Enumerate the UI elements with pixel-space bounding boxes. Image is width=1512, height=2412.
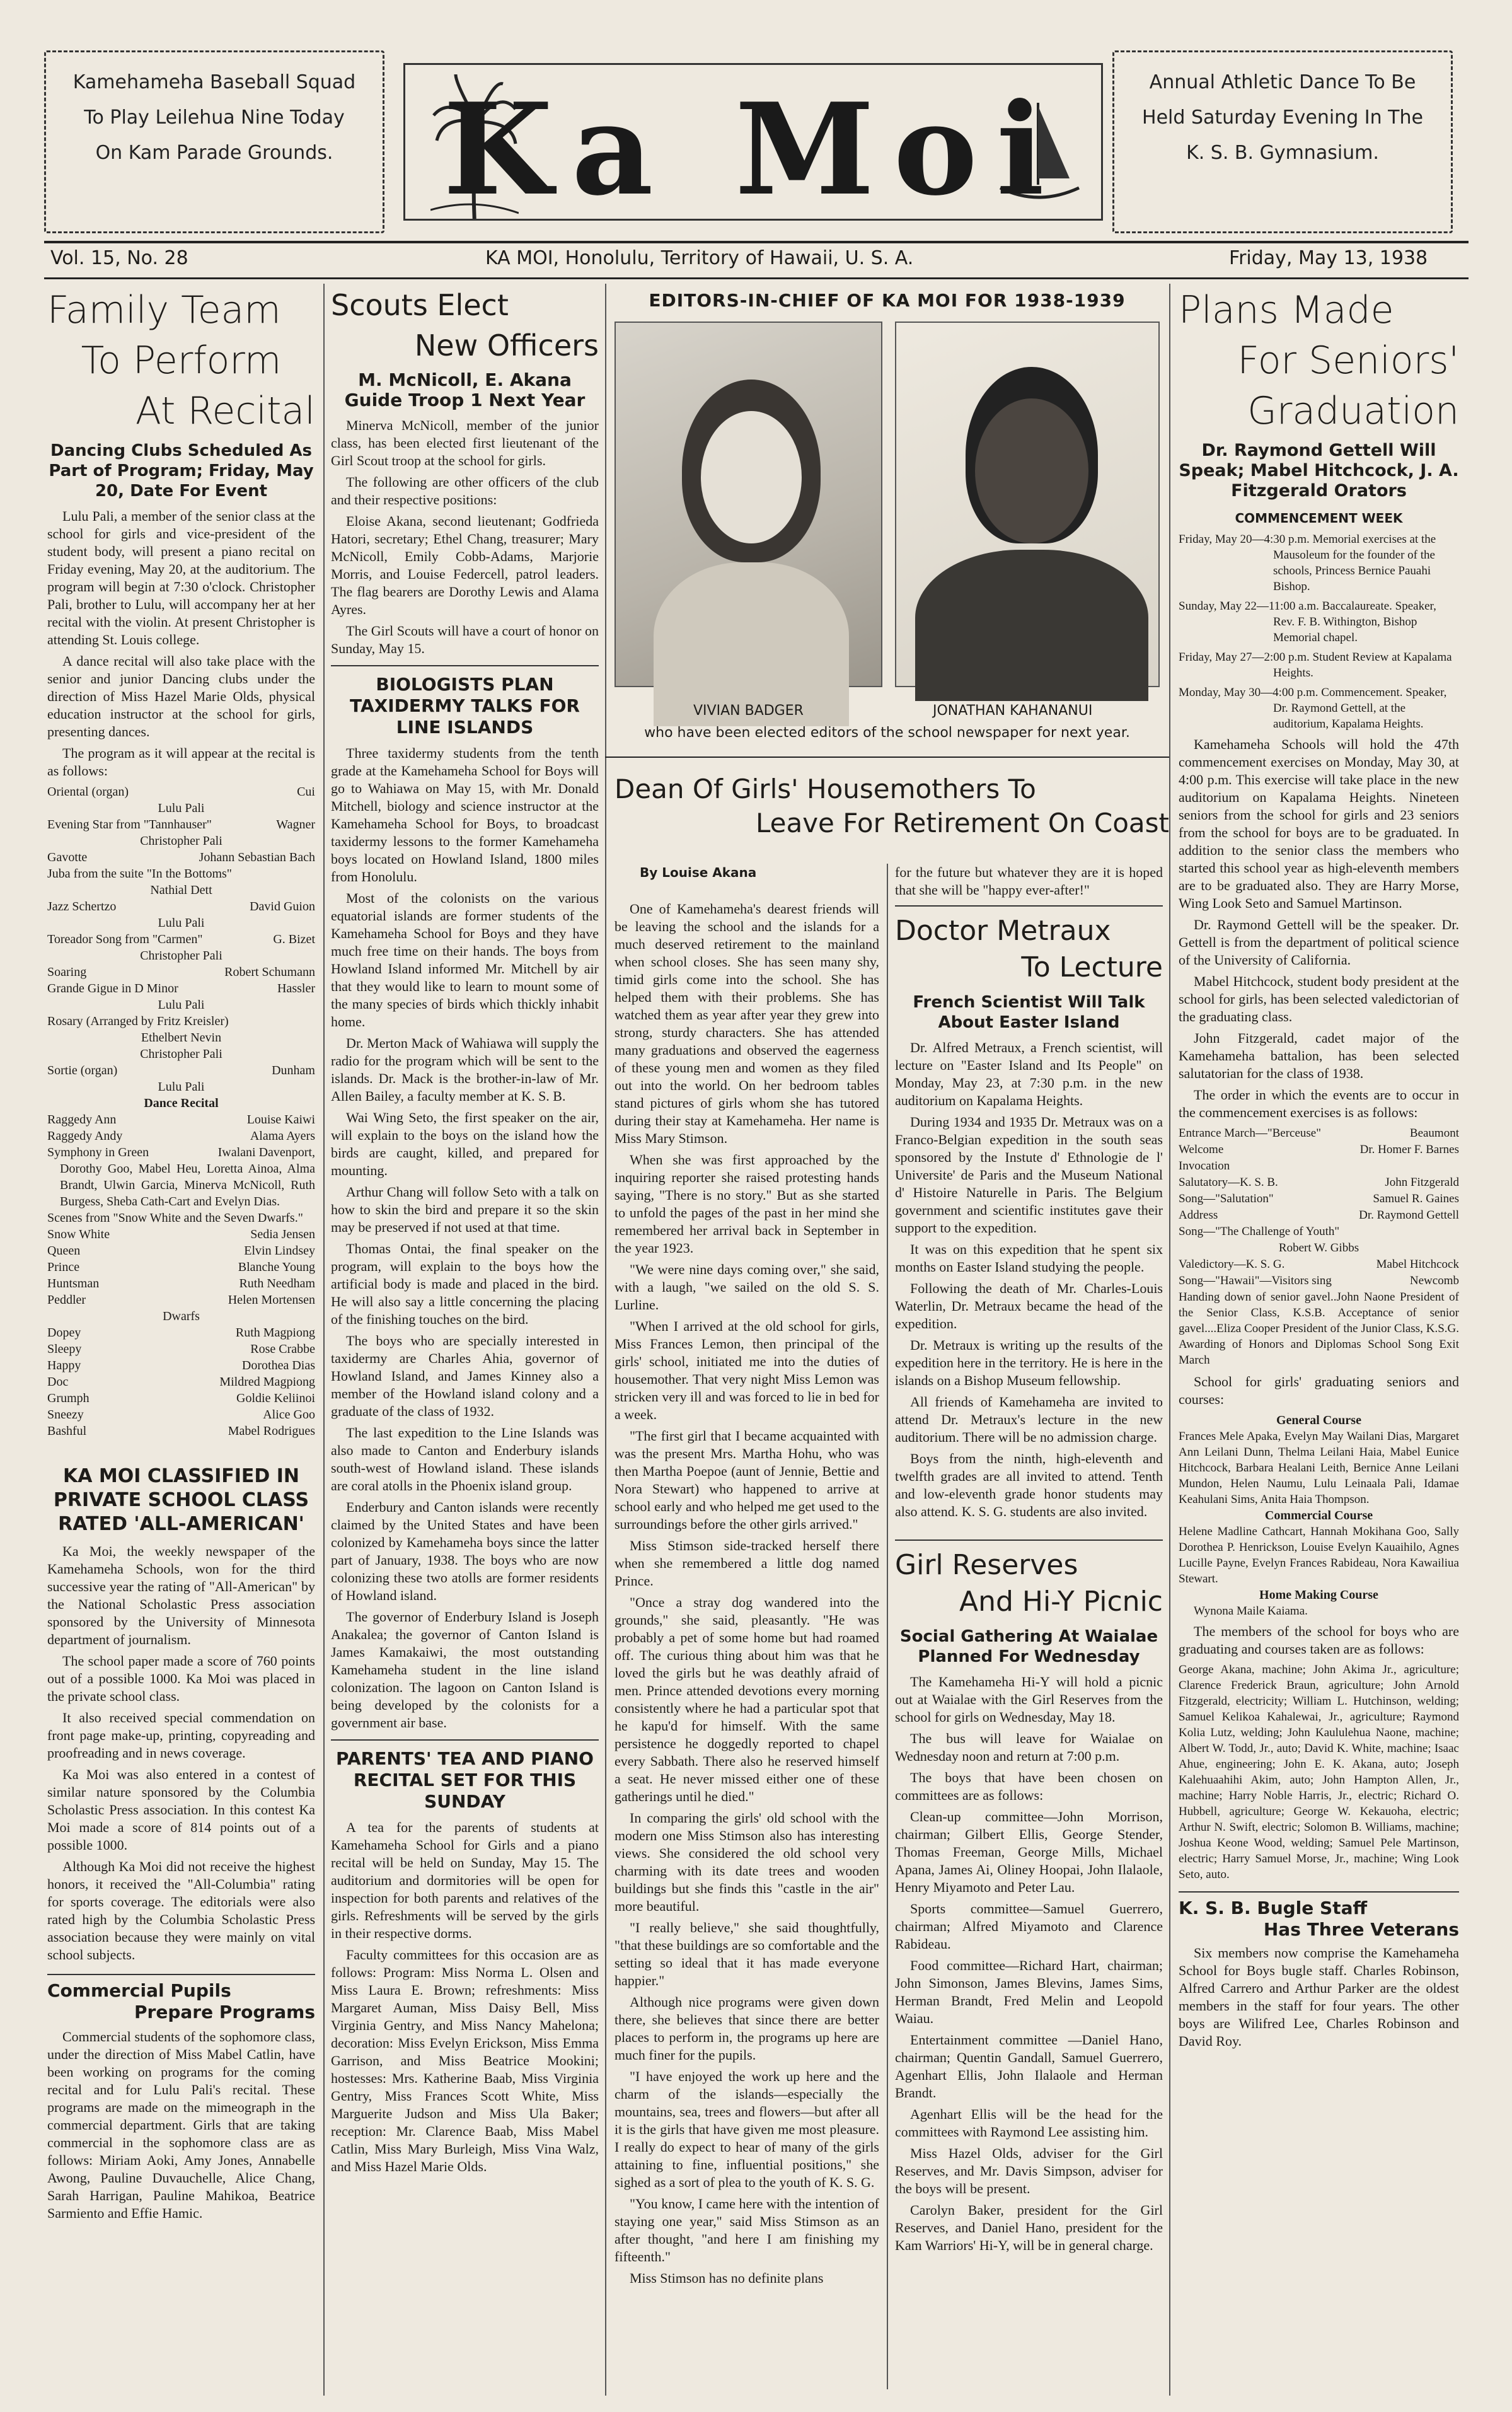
metraux-subhead: French Scientist Will Talk About Easter Island	[913, 993, 1145, 1032]
courses-intro: School for girls' graduating seniors and courses:	[1179, 1374, 1459, 1407]
dwarf-item-title: Bashful	[47, 1424, 87, 1438]
editors-headline: EDITORS-IN-CHIEF OF KA MOI FOR 1938-1939	[649, 290, 1126, 311]
plans-para-4: John Fitzgerald, cadet major of the Kamehameha battalion, has been selected salutatorian for the class of 1938.	[1179, 1030, 1459, 1081]
reserves-para-5: Sports committee—Samuel Guerrero, chairman; Alfred Miyamoto and Clarence Rabideau.	[895, 1901, 1163, 1952]
dwarf-item-performer: Dorothea Dias	[241, 1359, 315, 1372]
order-item-title: Invocation	[1179, 1159, 1230, 1173]
cast-item-title: Queen	[47, 1244, 81, 1258]
home-making-text: Wynona Maile Kaiama.	[1194, 1604, 1308, 1618]
commencement-order	[1179, 1125, 1459, 1289]
dwarf-item-title: Sneezy	[47, 1408, 84, 1422]
reserves-para-7: Entertainment committee —Daniel Hano, chairman; Quentin Gandall, Samuel Guerrero, Agenhart Ellis, John Ilalaole and Herman Brandt.	[895, 2032, 1163, 2101]
program-item	[47, 784, 315, 800]
masthead-logo	[403, 63, 1103, 221]
dean-para-13: Miss Stimson has no definite plans	[630, 2270, 824, 2286]
week-entry: Friday, May 27—2:00 p.m. Student Review at Kapalama Heights.	[1179, 651, 1452, 680]
order-item	[1179, 1273, 1459, 1289]
dean-para-8: In comparing the girls' old school with the modern one Miss Stimson also has interesting views. She considered the old school very charming with its date trees and wooden buildings but she finds this "castle in the air" more beautiful.	[615, 1810, 879, 1914]
program-item-title: Oriental (organ)	[47, 785, 129, 799]
reserves-headline-line-1: Girl Reserves	[895, 1549, 1078, 1581]
parents-tea-headline: PARENTS' TEA AND PIANO RECITAL SET FOR THIS SUNDAY	[336, 1748, 594, 1812]
tea-para-2: Faculty committees for this occasion are as follows: Program: Miss Norma L. Olsen and Miss Laura E. Brown; refreshments: Miss Margaret Auman, Miss Daisy Bell, Miss Virginia Gentry, and Miss Nancy Mahelona; decoration: Miss Evelyn Erickson, Miss Emma Garrison, and Miss Beatrice Mookini; hostesses: Mrs. Katherine Baab, Miss Virginia Gentry, Miss Frances Scott White, Miss Marguerite Judson and Miss Ula Baker; reception: Mr. Clarence Baab, Miss Mabel Catlin, Miss Mary Burleigh, Miss Vina Walz, and Miss Hazel Marie Olds.	[331, 1947, 599, 2174]
program-item-performer: Nathial Dett	[150, 883, 212, 897]
program-item-title: Evening Star from "Tannhauser"	[47, 818, 212, 832]
order-item	[1179, 1174, 1459, 1191]
dance-recital-title: Dance Recital	[144, 1096, 219, 1110]
dwarf-item	[47, 1423, 315, 1439]
metraux-para-4: Following the death of Mr. Charles-Louis Waterlin, Dr. Metraux became the head of the expedition.	[895, 1280, 1163, 1331]
dwarf-item	[47, 1374, 315, 1390]
right-ear-box	[1112, 50, 1453, 233]
order-item-performer: John Fitzgerald	[1385, 1176, 1459, 1189]
column-1	[47, 287, 315, 2226]
photo-divider	[605, 757, 1169, 758]
dwarf-item-performer: Mildred Magpiong	[219, 1375, 315, 1389]
cast-item	[47, 1243, 315, 1259]
dean-para-3: "We were nine days coming over," she said, with a laugh, "we sailed on the old S. S. Lurline.	[615, 1261, 879, 1313]
general-course-text: Frances Mele Apaka, Evelyn May Wailani Dias, Margaret Ann Leilani Dunn, Thelma Leilani Haia, Mabel Eunice Hitchcock, Barbara Healani Leith, Bernice Anne Leilani Mundon, Helen Naumu, Lulu Leinaala Pali, Idamae Keahulani Sims, Anita Haia Thompson.	[1179, 1430, 1459, 1506]
order-item-title: Salutatory—K. S. B.	[1179, 1176, 1278, 1189]
dance-item-performer: Alama Ayers	[250, 1129, 315, 1143]
home-making-title: Home Making Course	[1259, 1588, 1378, 1602]
program-item-title: Toreador Song from "Carmen"	[47, 932, 203, 946]
bio-para-7: The boys who are specially interested in taxidermy are Charles Ahia, governor of Howland Island, and James Kinney also a member of the Howland island colony and a graduate of the class of 1932.	[331, 1333, 599, 1419]
cast-item-title: Huntsman	[47, 1277, 100, 1290]
order-item-performer: Dr. Homer F. Barnes	[1359, 1143, 1459, 1156]
snow-white-cast	[47, 1226, 315, 1308]
dwarf-item-performer: Rose Crabbe	[250, 1342, 315, 1356]
program-item-performer: Cui	[297, 785, 315, 799]
jonathan-kahananui-photo	[895, 322, 1160, 687]
program-item-title: Jazz Schertzo	[47, 900, 117, 913]
column-rule-3	[1169, 284, 1170, 2396]
commercial-para-1: Commercial students of the sophomore class, under the direction of Miss Mabel Catlin, have been working on programs for the coming recital and for Lulu Pali's recital. These programs are made on the mimeograph in the commercial department. Girls that are taking commercial in the sophomore class are as follows: Miriam Aoki, Amy Jones, Annabelle Awong, Pauline Duvauchelle, Alice Chang, Sarah Harrigan, Pauline Mahikoa, Beatrice Sarmiento and Effie Hamic.	[47, 2029, 315, 2221]
program-item	[47, 1013, 315, 1029]
tea-divider	[331, 1739, 599, 1741]
program-item-performer: Ethelbert Nevin	[141, 1031, 222, 1045]
snow-white-title: Scenes from "Snow White and the Seven Dwarfs."	[47, 1211, 303, 1225]
order-item	[1179, 1256, 1459, 1273]
program-item	[47, 800, 315, 816]
week-entry: Monday, May 30—4:00 p.m. Commencement. Speaker, Dr. Raymond Gettell, at the auditorium, Kapalama Heights.	[1179, 686, 1447, 731]
family-para-1: Lulu Pali, a member of the senior class at the school for girls and vice-president of the student body, will present a piano recital on Friday evening, May 20, at the auditorium. The program will begin at 7:30 o'clock. Christopher Pali, brother to Lulu, will accompany her at her recital with the violin. At present Christopher is attending St. Louis college.	[47, 508, 315, 647]
caption-name-right: JONATHAN KAHANANUI	[933, 703, 1093, 719]
program-item-performer: Christopher Pali	[140, 1047, 222, 1061]
scouts-para-2: The following are other officers of the club and their respective positions:	[331, 474, 599, 507]
classified-para-3: It also received special commendation on front page make-up, printing, copyreading and proofreading and in news coverage.	[47, 1710, 315, 1761]
column-rule-1	[323, 284, 325, 2396]
cast-item-performer: Ruth Needham	[239, 1277, 315, 1290]
program-item-performer: Dunham	[272, 1064, 315, 1077]
cast-item	[47, 1259, 315, 1275]
dean-headline-line-1: Dean Of Girls' Housemothers To	[615, 774, 1036, 804]
metraux-para-5: Dr. Metraux is writing up the results of the expedition here in the territory. He is here in the islands on a Bishop Museum fellowship.	[895, 1337, 1163, 1388]
cast-item-performer: Elvin Lindsey	[244, 1244, 315, 1258]
reserves-headline-line-2: And Hi-Y Picnic	[959, 1586, 1163, 1618]
caption-name-left: VIVIAN BADGER	[693, 703, 804, 719]
dance-text: Dorothy Goo, Mabel Heu, Loretta Ainoa, Alma Brandt, Ulwin Garcia, Minerva McNicoll, Ruth Burgess, Sheba Cath-Cart and Evelyn Dias.	[60, 1162, 315, 1209]
scouts-subhead: M. McNicoll, E. Akana Guide Troop 1 Next Year	[344, 369, 586, 410]
commercial-course-title: Commercial Course	[1264, 1509, 1373, 1522]
dance-item	[47, 1128, 315, 1144]
cast-item	[47, 1292, 315, 1308]
dwarf-item-performer: Mabel Rodrigues	[228, 1424, 315, 1438]
dean-para-6: Miss Stimson side-tracked herself there when she remembered a little dog named Prince.	[615, 1538, 879, 1589]
program-item-title: Soaring	[47, 965, 87, 979]
reserves-para-2: The bus will leave for Waialae on Wednesday noon and return at 7:00 p.m.	[895, 1731, 1163, 1764]
dwarfs-cast	[47, 1325, 315, 1439]
right-ear-text: Annual Athletic Dance To Be Held Saturday Evening In The K. S. B. Gymnasium.	[1142, 71, 1423, 164]
metraux-para-7: Boys from the ninth, high-eleventh and twelfth grades are all invited to attend. Tenth and low-eleventh grade honor students may also attend. K. S. G. students are also invited.	[895, 1451, 1163, 1519]
metraux-column	[895, 864, 1163, 2258]
order-item-performer: Robert W. Gibbs	[1278, 1241, 1359, 1255]
program-item-title: Juba from the suite "In the Bottoms"	[47, 867, 232, 881]
dance-item-title: Symphony in Green	[47, 1145, 149, 1159]
dwarf-item-title: Doc	[47, 1375, 69, 1389]
bio-divider	[331, 665, 599, 666]
column-rule-2	[605, 284, 606, 2396]
dance-item	[47, 1111, 315, 1128]
boys-list: George Akana, machine; John Akima Jr., agriculture; Clarence Frederick Braun, agriculture; John Arnold Fitzgerald, electricity; William L. Hutchinson, welding; Samuel Kelikoa Kahalewai, Jr., agriculture; Raymond Kolia Lutz, welding; John Kaululehua Naone, machine; Albert W. Todd, Jr., auto; David K. White, machine; Isaac Ahue, engineering; John E. K. Akana, auto; Joseph Kalehuaahihi Akim, auto; John Hampton Allen, Jr., machine; Harry Noble Harris, Jr., electric; Richard O. Hubbell, agriculture; George W. Kekauoha, electric; Arthur N. Swift, electric; Solomon B. Williams, machine; Joshua Keone Wood, welding; Samuel Pele Martinson, electric; Harry Samuel Morse, Jr., machine; Wing Look Seto, auto.	[1179, 1663, 1459, 1881]
family-para-2: A dance recital will also take place with the senior and junior Dancing clubs under the direction of Miss Hazel Marie Olds, physical education instructor at the school for girls, presenting dances.	[47, 653, 315, 739]
reserves-para-1: The Kamehameha Hi-Y will hold a picnic out at Waialae with the Girl Reserves from the school for girls on Wednesday, May 18.	[895, 1674, 1163, 1725]
dwarf-item	[47, 1357, 315, 1374]
program-item-performer: David Guion	[250, 900, 315, 913]
order-item-title: Song—"The Challenge of Youth"	[1179, 1225, 1340, 1238]
dance-item-title: Raggedy Andy	[47, 1129, 123, 1143]
order-item-performer: Samuel R. Gaines	[1373, 1192, 1459, 1205]
cast-item-title: Prince	[47, 1260, 80, 1274]
program-item	[47, 1029, 315, 1046]
week-entry: Sunday, May 22—11:00 a.m. Baccalaureate. Speaker, Rev. F. B. Withington, Bishop Memorial chapel.	[1179, 600, 1436, 644]
program-item-performer: Lulu Pali	[158, 916, 205, 930]
dwarf-item	[47, 1406, 315, 1423]
cast-item-performer: Sedia Jensen	[250, 1227, 315, 1241]
program-item-performer: Hassler	[277, 982, 315, 995]
plans-subhead: Dr. Raymond Gettell Will Speak; Mabel Hitchcock, J. A. Fitzgerald Orators	[1179, 441, 1459, 501]
left-ear-box	[44, 50, 384, 233]
reserves-divider	[895, 1539, 1163, 1541]
dean-column	[615, 864, 879, 2291]
order-item	[1179, 1207, 1459, 1224]
commercial-course-text: Helene Madline Cathcart, Hannah Mokihana Goo, Sally Dorothea P. Henrickson, Louise Evelyn Kauaihilo, Agnes Lucille Payne, Evelyn Frances Rabideau, Nora Kawailiua Stewart.	[1179, 1525, 1459, 1586]
tea-para-1: A tea for the parents of students at Kamehameha School for Girls and a piano recital will be held on Sunday, May 15. The auditorium and dormitories will be open for inspection for both parents and relatives of the girls. Refreshments will be served by the girls in their respective dorms.	[331, 1819, 599, 1941]
dean-para-7: "Once a stray dog wandered into the grounds," she said, pleasantly. "He was probably a pet of some home but had roamed off. The curious thing about him was that he loved the girls but he was deathly afraid of men. Prince attended devotions every morning consistently where he had a particular spot that he kapu'd for himself. With the same persistence he doggedly reported to chapel every Sabbath. There also he reserved himself a seat. He never missed either one of these gatherings until he died."	[615, 1594, 879, 1804]
bugle-head-line-2: Has Three Veterans	[1263, 1919, 1459, 1940]
metraux-para-3: It was on this expedition that he spent six months on Easter Island studying the people.	[895, 1241, 1163, 1275]
program-item	[47, 816, 315, 833]
vivian-badger-photo	[615, 322, 882, 687]
scouts-para-3: Eloise Akana, second lieutenant; Godfrieda Hatori, secretary; Ethel Chang, treasurer; Mary McNicoll, Emily Cobb-Adams, Marjorie Morris, and Louise Federcell, patrol leaders. The flag bearers are Dorothy Lewis and Alama Ayres.	[331, 513, 599, 617]
dean-para-11: "I have enjoyed the work up here and the charm of the islands—especially the mountains, sea, trees and flowers—but after all it is the girls that have given me most pleasure. I really do expect to hear of many of the girls attaining to fine, influential positions," she sighed as a sort of plea to the youth of K. S. G.	[615, 2068, 879, 2190]
metraux-headline-line-1: Doctor Metraux	[895, 915, 1111, 947]
issue-date: Friday, May 13, 1938	[1229, 247, 1428, 269]
bio-para-5: Arthur Chang will follow Seto with a talk on how to skin the bird and prepare it so the skin may be preserved if not used at that time.	[331, 1184, 599, 1235]
dwarf-item-performer: Ruth Magpiong	[235, 1326, 315, 1340]
classified-para-5: Although Ka Moi did not receive the highest honors, it received the "All-Columbia" rating for sports coverage. The editorials were also rated high by the Columbia Scholastic Press association because they were mainly on vital school subjects.	[47, 1858, 315, 1963]
plans-para-1: Kamehameha Schools will hold the 47th commencement exercises on Monday, May 30, at 4:00 p.m. This exercise will take place in the new auditorium on Kapalama Heights. Nineteen seniors from the school for girls and 23 seniors from the school for boys are to be graduated. In addition to the senior class the members who started this school year as high-eleventh members are to be graduated also. They are Harry Morse, Wing Look Seto and Samuel Martinson.	[1179, 736, 1459, 911]
dwarf-item-title: Sleepy	[47, 1342, 82, 1356]
program-item-performer: Christopher Pali	[140, 834, 222, 848]
dance-item-performer: Iwalani Davenport,	[217, 1145, 315, 1159]
program-item	[47, 833, 315, 849]
commercial-divider	[47, 1974, 315, 1975]
dwarf-item	[47, 1390, 315, 1406]
metraux-para-6: All friends of Kamehameha are invited to attend Dr. Metraux's lecture in the new auditorium. There will be no admission charge.	[895, 1394, 1163, 1445]
reserves-para-3: The boys that have been chosen on committees are as follows:	[895, 1770, 1163, 1803]
bio-para-6: Thomas Ontai, the final speaker on the program, will explain to the boys how the artificial body is made and placed in the bird. He will also say a little concerning the placing of the finishing touches on the bird.	[331, 1241, 599, 1327]
order-item	[1179, 1191, 1459, 1207]
program-item	[47, 1062, 315, 1079]
program-item	[47, 866, 315, 882]
reserves-para-10: Carolyn Baker, president for the Girl Reserves, and Daniel Hano, president for the Kam Warriors' Hi-Y, will be in general charge.	[895, 2202, 1163, 2253]
program-item	[47, 980, 315, 997]
metraux-para-1: Dr. Alfred Metraux, a French scientist, will lecture on "Easter Island and Its People" on Monday, May 23, at 7:30 p.m. in the new auditorium on Kapalama Heights.	[895, 1040, 1163, 1108]
plans-para-2: Dr. Raymond Gettell will be the speaker. Dr. Gettell is from the department of political science of the University of California.	[1179, 917, 1459, 968]
classified-para-4: Ka Moi was also entered in a contest of similar nature sponsored by the Columbia Scholastic Press association. In this contest Ka Moi made a score of 814 points out of a possible 1000.	[47, 1766, 315, 1853]
program-item-performer: G. Bizet	[273, 932, 315, 946]
dean-headline-line-2: Leave For Retirement On Coast	[755, 808, 1169, 838]
program-item-title: Gavotte	[47, 850, 88, 864]
family-headline-line-3: At Recital	[135, 389, 315, 433]
program-item	[47, 948, 315, 964]
bugle-para-1: Six members now comprise the Kamehameha School for Boys bugle staff. Charles Robinson, Alfred Carrero and Arthur Parker are the oldest members in the staff for four years. The other boys are Wilifred Lee, Charles Robinson and David Roy.	[1179, 1945, 1459, 2049]
order-item-performer: Mabel Hitchcock	[1376, 1258, 1459, 1271]
classified-para-1: Ka Moi, the weekly newspaper of the Kamehameha Schools, won for the third successive year the rating of "All-American" by the National Scholastic Press association sponsored by the University of Minnesota department of journalism.	[47, 1543, 315, 1647]
classified-para-2: The school paper made a score of 760 points out of a possible 1000. Ka Moi was placed in the private school class.	[47, 1653, 315, 1704]
masthead-title: Ka Moi	[443, 76, 1063, 221]
dean-para-9: "I really believe," she said thoughtfully, "that these buildings are so comfortable and the setting so ideal that it has made everyone happier."	[615, 1920, 879, 1988]
dean-byline: By Louise Akana	[640, 865, 757, 880]
program-item-performer: Christopher Pali	[140, 949, 222, 963]
general-course-title: General Course	[1276, 1413, 1361, 1427]
order-item	[1179, 1142, 1459, 1158]
program-item	[47, 997, 315, 1013]
reserves-para-6: Food committee—Richard Hart, chairman; John Simonson, James Blevins, James Sims, Herman Brandt, Fred Melin and Leopold Waiau.	[895, 1957, 1163, 2026]
order-item	[1179, 1224, 1459, 1240]
program-item-performer: Johann Sebastian Bach	[199, 850, 315, 864]
scouts-para-4: The Girl Scouts will have a court of honor on Sunday, May 15.	[331, 623, 599, 656]
cast-item-title: Snow White	[47, 1227, 110, 1241]
program-item	[47, 1046, 315, 1062]
order-text: Handing down of senior gavel..John Naone President of the Senior Class, K.S.B. Acceptance of senior gavel....Eliza Cooper President of the Junior Class, K.S.G. Awarding of Honors and Diplomas School Song Exit March	[1179, 1290, 1459, 1367]
metraux-divider	[895, 905, 1163, 907]
cast-item	[47, 1275, 315, 1292]
scouts-para-1: Minerva McNicoll, member of the junior class, has been elected first lieutenant of the Girl Scout troop at the school for girls.	[331, 417, 599, 468]
order-item-title: Entrance March—"Berceuse"	[1179, 1127, 1321, 1140]
program-item-performer: Wagner	[276, 818, 315, 832]
order-item	[1179, 1240, 1459, 1256]
dateline-center: KA MOI, Honolulu, Territory of Hawaii, U. S. A.	[485, 247, 914, 269]
bio-para-8: The last expedition to the Line Islands was also made to Canton and Enderbury islands south-west of Howland island. These islands are coral atolls in the Phoenix island group.	[331, 1425, 599, 1493]
program-item	[47, 915, 315, 931]
recital-program	[47, 784, 315, 1095]
family-team-headline	[47, 287, 315, 434]
cast-item-performer: Blanche Young	[238, 1260, 315, 1274]
reserves-para-9: Miss Hazel Olds, adviser for the Girl Reserves, and Mr. Davis Simpson, adviser for the boys will be present.	[895, 2145, 1163, 2196]
cast-item	[47, 1226, 315, 1243]
center-column-rule	[887, 864, 888, 2389]
scouts-headline-line-2: New Officers	[414, 328, 599, 362]
order-item-performer: Newcomb	[1409, 1274, 1459, 1287]
commercial-head-line-1: Commercial Pupils	[47, 1980, 231, 2001]
dwarf-item-title: Happy	[47, 1359, 81, 1372]
dean-para-10: Although nice programs were given down there, she believes that since there are better places to perform in, the programs up here are much finer for the pupils.	[615, 1994, 879, 2063]
dateline-top-rule	[44, 241, 1469, 243]
program-item-title: Rosary (Arranged by Fritz Kreisler)	[47, 1014, 229, 1028]
dean-para-4: "When I arrived at the old school for girls, Miss Frances Lemon, then principal of the girls' school, initiated me into the duties of housemother. That very night Miss Lemon was stricken very ill and was forced to lie in bed for a week.	[615, 1318, 879, 1422]
commencement-week-title: COMMENCEMENT WEEK	[1235, 511, 1403, 526]
dance-item	[47, 1144, 315, 1161]
dwarf-item-title: Dopey	[47, 1326, 81, 1340]
dean-para-2: When she was first approached by the inquiring reporter she raised protesting hands saying, "There is no story." But as she started to unfold the pages of the past in her mind she remembered her arrival back in September in the year 1923.	[615, 1152, 879, 1256]
column-4	[1179, 287, 1459, 2054]
commencement-week-list	[1179, 531, 1459, 732]
boys-intro: The members of the school for boys who are graduating and courses taken are as follows:	[1179, 1623, 1459, 1657]
order-item-title: Song—"Salutation"	[1179, 1192, 1274, 1205]
order-item-performer: Beaumont	[1409, 1127, 1459, 1140]
bio-para-1: Three taxidermy students from the tenth grade at the Kamehameha School for Boys will go to Wahiawa on May 15, with Mr. Donald Mitchell, biology and science instructor at the Kamehameha School for Boys, to broadcast taxidermy lessons to the former Kamehameha boys located on Howland Island, 1800 miles from Honolulu.	[331, 745, 599, 884]
biologists-headline: BIOLOGISTS PLAN TAXIDERMY TALKS FOR LINE ISLANDS	[350, 674, 580, 738]
program-item-title: Grande Gigue in D Minor	[47, 982, 178, 995]
dean-para-1: One of Kamehameha's dearest friends will be leaving the school and the islands for a much deserved retirement to the mainland when school closes. She has seen many shy, timid girls come into the school. She has helped them with their problems. She has watched them as year after year they grew into strong, sturdy characters. She has attended many graduations and observed the eagerness of these young men and women as they filed out into the world. On her bedroom tables stand pictures of girls whom she has tutored during their stay at Kamehameha. Her name is Miss Mary Stimson.	[615, 901, 879, 1146]
bio-para-3: Dr. Merton Mack of Wahiawa will supply the radio for the program which will be sent to the islands. Dr. Mack is the brother-in-law of Mr. Allen Bailey, a faculty member at K. S. B.	[331, 1035, 599, 1104]
cast-item-performer: Helen Mortensen	[228, 1293, 315, 1307]
plans-headline-line-2: For Seniors'	[1237, 339, 1459, 383]
family-subhead: Dancing Clubs Scheduled As Part of Program; Friday, May 20, Date For Event	[49, 441, 314, 501]
dwarf-item	[47, 1341, 315, 1357]
family-headline-line-2: To Perform	[81, 339, 282, 383]
plans-headline-line-3: Graduation	[1247, 389, 1459, 433]
dance-item-performer: Louise Kaiwi	[246, 1113, 315, 1127]
bio-para-2: Most of the colonists on the various equatorial islands are former students of the Kamehameha School for Boys and they have much free time on their hands. The boys from Howland Island informed Mr. Mitchell by air that they would like to learn to mount some of the many species of birds which thickly inhabit home.	[331, 890, 599, 1029]
family-headline-line-1: Family Team	[47, 288, 281, 332]
dean-headline	[615, 772, 1169, 840]
program-item-performer: Lulu Pali	[158, 801, 205, 815]
program-item-performer: Lulu Pali	[158, 998, 205, 1012]
order-item-title: Welcome	[1179, 1143, 1224, 1156]
program-item-performer: Lulu Pali	[158, 1080, 205, 1094]
program-item	[47, 849, 315, 866]
program-item	[47, 898, 315, 915]
dance-program	[47, 1111, 315, 1161]
reserves-para-8: Agenhart Ellis will be the head for the committees with Raymond Lee assisting him.	[895, 2106, 1163, 2140]
week-entry: Friday, May 20—4:30 p.m. Memorial exercises at the Mausoleum for the founder of the schools, Princess Bernice Pauahi Bishop.	[1179, 533, 1436, 593]
metraux-headline-line-2: To Lecture	[1021, 951, 1163, 983]
program-item	[47, 931, 315, 948]
reserves-subhead: Social Gathering At Waialae Planned For Wednesday	[899, 1627, 1158, 1666]
program-item	[47, 964, 315, 980]
bio-para-9: Enderbury and Canton islands were recently claimed by the United States and have been colonized by Kamehameha boys since the latter part of January, 1938. The boys who are now colonizing these two atolls are former residents of Howland island.	[331, 1499, 599, 1603]
program-item	[47, 1079, 315, 1095]
dwarf-item-performer: Alice Goo	[263, 1408, 315, 1422]
dwarfs-title: Dwarfs	[163, 1309, 200, 1323]
family-para-3: The program as it will appear at the recital is as follows:	[47, 745, 315, 779]
dwarf-item-title: Grumph	[47, 1391, 89, 1405]
classified-headline: KA MOI CLASSIFIED IN PRIVATE SCHOOL CLASS RATED 'ALL-AMERICAN'	[53, 1465, 309, 1535]
cast-item-title: Peddler	[47, 1293, 86, 1307]
order-item-title: Address	[1179, 1209, 1218, 1222]
dateline-bottom-rule	[44, 277, 1469, 279]
scouts-headline-line-1: Scouts Elect	[331, 288, 509, 322]
bio-para-10: The governor of Enderbury Island is Joseph Anakalea; the governor of Canton Island is James Kamakaiwi, the most outstanding Kamehameha student in the line island colonization. The lagoon on Canton Island is being developed by the colonists for a government air base.	[331, 1609, 599, 1731]
order-item-title: Valedictory—K. S. G.	[1179, 1258, 1285, 1271]
plans-headline-line-1: Plans Made	[1179, 288, 1394, 332]
commercial-head-line-2: Prepare Programs	[134, 2002, 315, 2022]
plans-para-5: The order in which the events are to occur in the commencement exercises is as follows:	[1179, 1087, 1459, 1120]
bugle-divider	[1179, 1891, 1459, 1893]
order-item-performer: Dr. Raymond Gettell	[1359, 1209, 1459, 1222]
left-ear-text: Kamehameha Baseball Squad To Play Leilehua Nine Today On Kam Parade Grounds.	[72, 71, 356, 164]
order-item	[1179, 1158, 1459, 1174]
reserves-para-4: Clean-up committee—John Morrison, chairman; Gilbert Ellis, George Stender, Thomas Freeman, George Mills, Michael Apana, James Ai, Oliney Hoopai, John Ilalaole, Henry Miyamoto and Peter Lau.	[895, 1809, 1163, 1895]
order-item	[1179, 1125, 1459, 1142]
dwarf-item-performer: Goldie Keliinoi	[236, 1391, 315, 1405]
bio-para-4: Wai Wing Seto, the first speaker on the air, will explain to the boys on the island how the birds are caught, killed, and prepared for mounting.	[331, 1110, 599, 1178]
metraux-para-2: During 1934 and 1935 Dr. Metraux was on a Franco-Belgian expedition in the south seas sponsored by the Instute d' Ethnologie de l' Universite' de Paris and the Museum National d' Histoire Naturelle in Paris. The Belgium government and scientific institutes gave their support to the expedition.	[895, 1114, 1163, 1236]
dwarf-item	[47, 1325, 315, 1341]
program-item	[47, 882, 315, 898]
program-item-performer: Robert Schumann	[224, 965, 315, 979]
volume-number: Vol. 15, No. 28	[50, 247, 188, 269]
dance-item-title: Raggedy Ann	[47, 1113, 117, 1127]
bugle-head-line-1: K. S. B. Bugle Staff	[1179, 1898, 1368, 1918]
dean-continued: for the future but whatever they are it is hoped that she will be "happy ever-after!"	[895, 864, 1163, 898]
dean-para-5: "The first girl that I became acquainted with was the present Mrs. Martha Hohu, who was then Martha Poepoe (aunt of Jennie, Bettie and Nora Stewart) who happened to arrive at school early and who helped me get used to the surroundings before the other girls arrived."	[615, 1428, 879, 1532]
order-item-title: Song—"Hawaii"—Visitors sing	[1179, 1274, 1332, 1287]
program-item-title: Sortie (organ)	[47, 1064, 118, 1077]
dean-para-12: "You know, I came here with the intention of staying one year," said Miss Stimson as an after thought, "and here I am finishing my fifteenth."	[615, 2196, 879, 2264]
column-2	[331, 287, 599, 2179]
editors-caption: who have been elected editors of the school newspaper for next year.	[644, 725, 1130, 741]
plans-para-3: Mabel Hitchcock, student body president at the school for girls, has been selected valedictorian of the graduating class.	[1179, 973, 1459, 1024]
